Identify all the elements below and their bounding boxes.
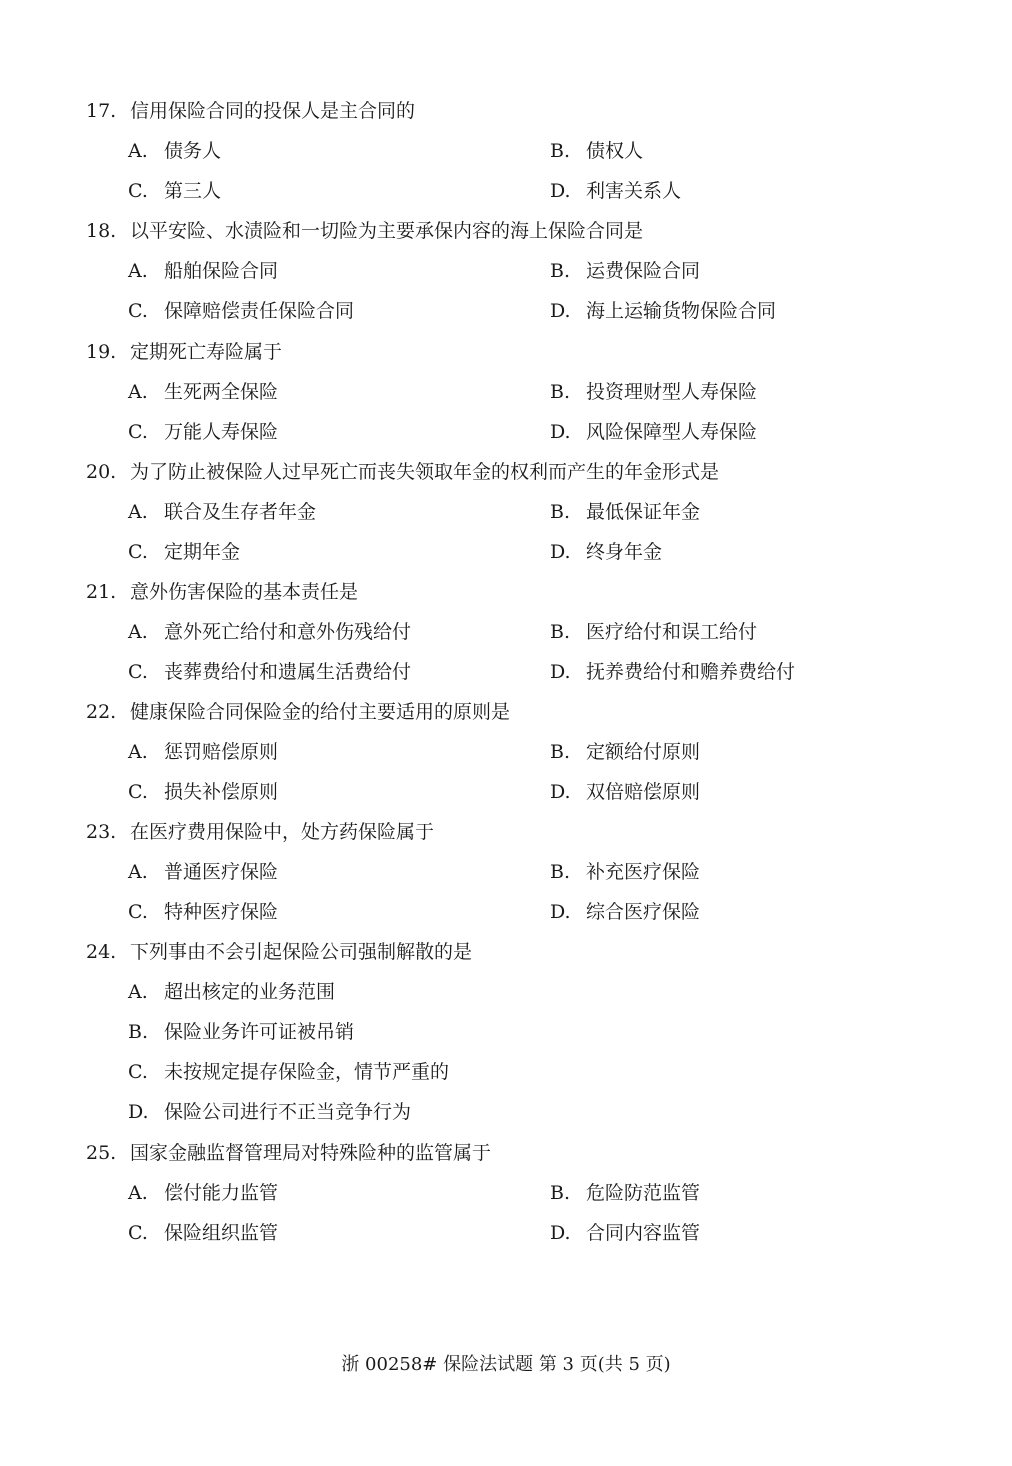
option-text: 保险公司进行不正当竞争行为 [164, 1101, 412, 1123]
option-label: C. [128, 661, 148, 683]
option-text: 合同内容监管 [586, 1222, 701, 1244]
option-b [128, 1018, 354, 1046]
option-a [128, 1179, 278, 1207]
option-c [128, 297, 354, 325]
option-label: B. [550, 140, 571, 162]
question-text: 为了防止被保险人过早死亡而丧失领取年金的权利而产生的年金形式是 [130, 461, 720, 483]
option-a [128, 498, 316, 526]
option-text: 保险组织监管 [164, 1222, 279, 1244]
option-text: 第三人 [164, 180, 222, 202]
option-text: 债权人 [586, 140, 644, 162]
question-text: 国家金融监督管理局对特殊险种的监管属于 [130, 1142, 492, 1164]
option-c [128, 177, 221, 205]
option-b [550, 618, 757, 646]
option-text: 利害关系人 [586, 180, 682, 202]
option-label: C. [128, 541, 148, 563]
option-a [128, 137, 221, 165]
option-label: A. [128, 381, 148, 403]
option-label: D. [550, 661, 571, 683]
question-number: 25. [86, 1142, 117, 1164]
option-label: D. [550, 781, 571, 803]
option-text: 投资理财型人寿保险 [586, 381, 758, 403]
question-stem [86, 1139, 491, 1167]
option-text: 保险业务许可证被吊销 [164, 1021, 355, 1043]
option-label: B. [550, 381, 571, 403]
question-text: 信用保险合同的投保人是主合同的 [130, 100, 416, 122]
option-label: A. [128, 981, 148, 1003]
option-text: 保障赔偿责任保险合同 [164, 300, 355, 322]
question-stem [86, 698, 510, 726]
page-footer: 浙 00258# 保险法试题 第 3 页(共 5 页) [341, 1354, 671, 1375]
option-d [128, 1098, 411, 1126]
option-c [128, 538, 240, 566]
question-number: 19. [86, 341, 117, 363]
option-text: 医疗给付和误工给付 [586, 621, 758, 643]
option-d [550, 177, 681, 205]
option-label: B. [550, 501, 571, 523]
option-b [550, 257, 700, 285]
option-b [550, 738, 700, 766]
option-c [128, 778, 278, 806]
question-number: 22. [86, 701, 117, 723]
option-label: C. [128, 180, 148, 202]
option-text: 损失补偿原则 [164, 781, 279, 803]
option-c [128, 1058, 449, 1086]
question-text: 在医疗费用保险中，处方药保险属于 [130, 821, 435, 843]
option-text: 海上运输货物保险合同 [586, 300, 777, 322]
option-a [128, 738, 278, 766]
option-text: 综合医疗保险 [586, 901, 701, 923]
option-label: B. [550, 741, 571, 763]
option-label: D. [550, 1222, 571, 1244]
question-text: 定期死亡寿险属于 [130, 341, 283, 363]
option-label: A. [128, 741, 148, 763]
option-label: D. [128, 1101, 149, 1123]
option-text: 抚养费给付和赡养费给付 [586, 661, 796, 683]
option-a [128, 858, 278, 886]
option-label: B. [128, 1021, 149, 1043]
option-c [128, 1219, 278, 1247]
option-label: C. [128, 1061, 148, 1083]
question-text: 以平安险、水渍险和一切险为主要承保内容的海上保险合同是 [130, 220, 644, 242]
option-text: 双倍赔偿原则 [586, 781, 701, 803]
question-text: 意外伤害保险的基本责任是 [130, 581, 359, 603]
question-stem [86, 938, 472, 966]
question-text: 健康保险合同保险金的给付主要适用的原则是 [130, 701, 511, 723]
option-d [550, 297, 776, 325]
option-text: 普通医疗保险 [164, 861, 279, 883]
option-label: C. [128, 901, 148, 923]
option-label: C. [128, 781, 148, 803]
option-label: A. [128, 1182, 148, 1204]
option-text: 特种医疗保险 [164, 901, 279, 923]
option-b [550, 378, 757, 406]
option-text: 运费保险合同 [586, 260, 701, 282]
option-text: 惩罚赔偿原则 [164, 741, 279, 763]
option-c [128, 418, 278, 446]
option-text: 债务人 [164, 140, 222, 162]
option-text: 丧葬费给付和遗属生活费给付 [164, 661, 412, 683]
option-d [550, 898, 700, 926]
option-d [550, 658, 795, 686]
option-text: 万能人寿保险 [164, 421, 279, 443]
option-c [128, 898, 278, 926]
option-label: D. [550, 541, 571, 563]
option-b [550, 498, 700, 526]
option-label: A. [128, 140, 148, 162]
option-label: D. [550, 180, 571, 202]
question-stem [86, 818, 434, 846]
option-text: 偿付能力监管 [164, 1182, 279, 1204]
option-text: 意外死亡给付和意外伤残给付 [164, 621, 412, 643]
option-text: 船舶保险合同 [164, 260, 279, 282]
option-d [550, 778, 700, 806]
option-a [128, 378, 278, 406]
option-a [128, 618, 411, 646]
option-text: 超出核定的业务范围 [164, 981, 336, 1003]
option-text: 定额给付原则 [586, 741, 701, 763]
option-label: A. [128, 501, 148, 523]
question-text: 下列事由不会引起保险公司强制解散的是 [130, 941, 473, 963]
question-number: 23. [86, 821, 117, 843]
question-stem [86, 217, 643, 245]
option-label: B. [550, 861, 571, 883]
option-text: 最低保证年金 [586, 501, 701, 523]
option-text: 生死两全保险 [164, 381, 279, 403]
option-label: A. [128, 621, 148, 643]
option-b [550, 1179, 700, 1207]
option-label: D. [550, 421, 571, 443]
question-number: 20. [86, 461, 117, 483]
option-label: D. [550, 901, 571, 923]
option-b [550, 137, 643, 165]
question-number: 17. [86, 100, 117, 122]
option-label: A. [128, 260, 148, 282]
question-stem [86, 458, 719, 486]
option-label: B. [550, 1182, 571, 1204]
question-stem [86, 578, 358, 606]
option-label: B. [550, 621, 571, 643]
option-text: 风险保障型人寿保险 [586, 421, 758, 443]
option-text: 补充医疗保险 [586, 861, 701, 883]
option-a [128, 257, 278, 285]
option-d [550, 538, 662, 566]
option-text: 联合及生存者年金 [164, 501, 317, 523]
question-number: 24. [86, 941, 117, 963]
question-number: 18. [86, 220, 117, 242]
question-number: 21. [86, 581, 117, 603]
option-text: 未按规定提存保险金，情节严重的 [164, 1061, 450, 1083]
option-label: B. [550, 260, 571, 282]
option-label: C. [128, 300, 148, 322]
option-d [550, 418, 757, 446]
option-label: C. [128, 1222, 148, 1244]
option-label: D. [550, 300, 571, 322]
option-label: C. [128, 421, 148, 443]
option-label: A. [128, 861, 148, 883]
option-b [550, 858, 700, 886]
question-stem [86, 338, 282, 366]
question-stem [86, 97, 415, 125]
option-a [128, 978, 335, 1006]
option-d [550, 1219, 700, 1247]
option-text: 定期年金 [164, 541, 241, 563]
option-text: 危险防范监管 [586, 1182, 701, 1204]
option-c [128, 658, 411, 686]
option-text: 终身年金 [586, 541, 663, 563]
